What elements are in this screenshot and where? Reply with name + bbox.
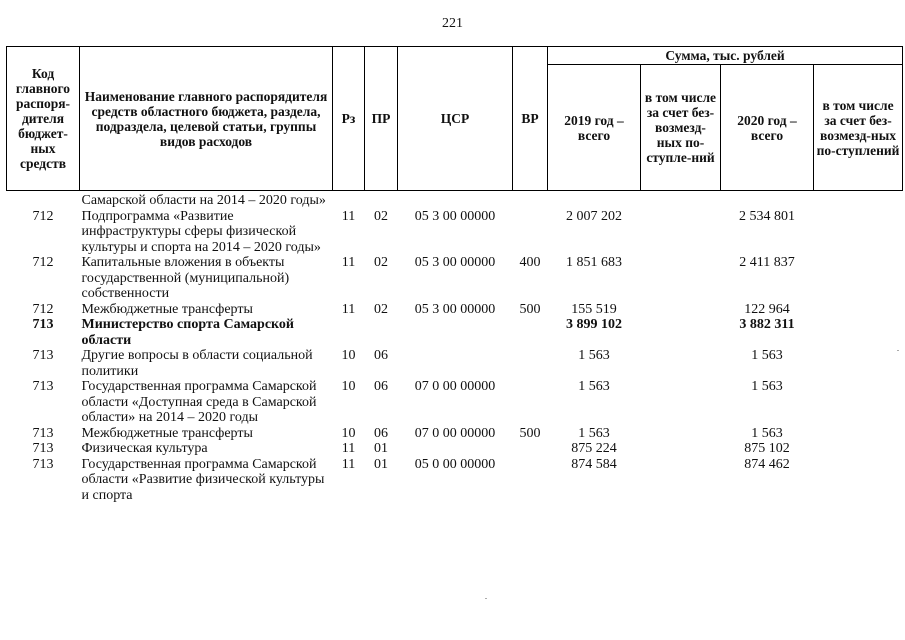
cell-csr: 05 3 00 00000	[414, 255, 496, 270]
cell-pr: 06	[374, 425, 388, 441]
cell-2019-total: 1 563	[578, 425, 610, 441]
cell-2020-total: 2 411 837	[739, 255, 795, 270]
cell-2020-grants	[814, 191, 903, 209]
cell-vr	[513, 441, 548, 457]
cell-rz: 11	[341, 441, 356, 456]
page-number: 221	[442, 16, 463, 31]
cell-rz: 11	[341, 456, 356, 472]
cell-2019-grants	[641, 255, 721, 302]
cell-csr: 07 0 00 00000	[414, 379, 496, 394]
cell-pr	[365, 191, 398, 209]
cell-name: Государственная программа Самарской области «Доступная среда в Самарской области» на 2014 – 2020 годы	[81, 379, 317, 425]
header-2020-total: 2020 год – всего	[721, 65, 814, 191]
cell-csr	[398, 441, 513, 457]
cell-rz: 10	[341, 379, 356, 394]
cell-code: 713	[32, 348, 54, 363]
cell-2020-grants	[814, 255, 903, 302]
header-2020-grants: в том числе за счет без-возмезд-ных по-ступлений	[814, 65, 903, 191]
cell-2020-grants	[814, 302, 903, 318]
cell-vr	[513, 209, 548, 256]
cell-pr	[365, 317, 398, 348]
cell-vr: 500	[519, 425, 541, 441]
cell-code: 712	[32, 301, 54, 317]
cell-rz: 11	[341, 208, 356, 224]
cell-csr	[398, 317, 513, 348]
cell-vr	[513, 457, 548, 504]
cell-2020-total: 3 882 311	[739, 317, 795, 332]
cell-name: Межбюджетные трансферты	[81, 301, 253, 317]
cell-2019-grants	[641, 426, 721, 442]
cell-vr	[513, 317, 548, 348]
cell-pr: 06	[374, 348, 388, 363]
table-row	[7, 457, 903, 504]
cell-2019-grants	[641, 348, 721, 379]
cell-rz: 11	[341, 255, 356, 270]
cell-2019-total: 3 899 102	[566, 317, 622, 332]
cell-2020-total: 875 102	[744, 441, 790, 456]
cell-pr: 02	[374, 255, 388, 270]
cell-pr: 01	[374, 456, 388, 472]
header-sum-title: Сумма, тыс. рублей	[548, 47, 903, 65]
cell-vr: 400	[519, 255, 541, 270]
cell-name: Межбюджетные трансферты	[81, 425, 253, 441]
cell-2019-grants	[641, 317, 721, 348]
cell-2019-total	[548, 191, 641, 209]
cell-vr: 500	[519, 301, 541, 317]
cell-2019-grants	[641, 209, 721, 256]
cell-code: 712	[32, 208, 54, 224]
header-2019-total: 2019 год – всего	[548, 65, 641, 191]
cell-2020-grants	[814, 457, 903, 504]
scan-speck	[485, 598, 487, 599]
cell-2019-total: 2 007 202	[566, 208, 622, 224]
cell-code: 712	[32, 255, 54, 270]
cell-name: Другие вопросы в области социальной политики	[81, 348, 313, 379]
cell-2019-total: 1 563	[578, 379, 610, 394]
header-rz: Рз	[333, 47, 365, 191]
table-row	[7, 317, 903, 348]
budget-table	[6, 46, 903, 503]
cell-name: Государственная программа Самарской области «Развитие физической культуры и спорта	[81, 456, 325, 503]
cell-rz: 10	[341, 348, 356, 363]
table-row	[7, 209, 903, 256]
cell-csr: 05 3 00 00000	[414, 208, 496, 224]
cell-2020-grants	[814, 209, 903, 256]
cell-2020-total: 2 534 801	[739, 208, 795, 224]
cell-code	[7, 191, 80, 209]
cell-2020-total: 874 462	[744, 456, 790, 472]
cell-rz: 10	[341, 425, 356, 441]
cell-2020-grants	[814, 441, 903, 457]
scan-speck	[897, 350, 899, 351]
cell-name: Самарской области на 2014 – 2020 годы»	[81, 193, 326, 208]
cell-2020-total: 1 563	[751, 425, 783, 441]
cell-code: 713	[32, 425, 54, 441]
cell-2020-total	[721, 191, 814, 209]
cell-name: Подпрограмма «Развитие инфраструктуры сферы физической культуры и спорта на 2014 – 2020 годы»	[81, 208, 321, 255]
table-row	[7, 191, 903, 209]
table-row	[7, 441, 903, 457]
cell-code: 713	[32, 441, 54, 456]
cell-pr: 01	[374, 441, 388, 456]
cell-code: 713	[32, 456, 54, 472]
cell-2019-grants	[641, 191, 721, 209]
cell-code: 713	[32, 379, 54, 394]
cell-csr: 05 3 00 00000	[414, 301, 496, 317]
cell-2019-total: 1 563	[578, 348, 610, 363]
header-pr: ПР	[365, 47, 398, 191]
cell-2019-grants	[641, 441, 721, 457]
cell-vr	[513, 379, 548, 426]
cell-name: Министерство спорта Самарской области	[81, 317, 294, 348]
cell-2020-grants	[814, 348, 903, 379]
table-body	[7, 191, 903, 504]
cell-csr: 05 0 00 00000	[414, 456, 496, 472]
cell-2020-total: 122 964	[744, 301, 790, 317]
cell-2019-grants	[641, 302, 721, 318]
header-2019-grants: в том числе за счет без-возмезд-ных по-ступле-ний	[641, 65, 721, 191]
table-row	[7, 348, 903, 379]
table-header	[7, 47, 903, 191]
cell-2019-total: 875 224	[571, 441, 617, 456]
cell-name: Капитальные вложения в объекты государственной (муниципальной) собственности	[81, 255, 290, 301]
header-csr: ЦСР	[398, 47, 513, 191]
cell-csr: 07 0 00 00000	[414, 425, 496, 441]
cell-name: Физическая культура	[81, 441, 208, 456]
cell-2019-grants	[641, 457, 721, 504]
cell-pr: 02	[374, 301, 388, 317]
cell-rz	[333, 191, 365, 209]
cell-code: 713	[32, 317, 54, 332]
cell-2020-grants	[814, 426, 903, 442]
header-name: Наименование главного распорядителя средств областного бюджета, раздела, подраздела, целевой статьи, группы видов расходов	[80, 47, 333, 191]
cell-rz	[333, 317, 365, 348]
cell-2020-total: 1 563	[751, 379, 783, 394]
cell-csr	[398, 348, 513, 379]
cell-2020-total: 1 563	[751, 348, 783, 363]
cell-2019-total: 155 519	[571, 301, 617, 317]
table-row	[7, 302, 903, 318]
table-row	[7, 379, 903, 426]
cell-2020-grants	[814, 379, 903, 426]
cell-csr	[398, 191, 513, 209]
header-code: Код главного распоря-дителя бюджет-ных средств	[7, 47, 80, 191]
cell-vr	[513, 348, 548, 379]
cell-rz: 11	[341, 301, 356, 317]
header-vr: ВР	[513, 47, 548, 191]
cell-pr: 02	[374, 208, 388, 224]
table-row	[7, 255, 903, 302]
cell-vr	[513, 191, 548, 209]
cell-2020-grants	[814, 317, 903, 348]
table-row	[7, 426, 903, 442]
cell-2019-grants	[641, 379, 721, 426]
cell-pr: 06	[374, 379, 388, 394]
cell-2019-total: 1 851 683	[566, 255, 622, 270]
cell-2019-total: 874 584	[571, 456, 617, 472]
